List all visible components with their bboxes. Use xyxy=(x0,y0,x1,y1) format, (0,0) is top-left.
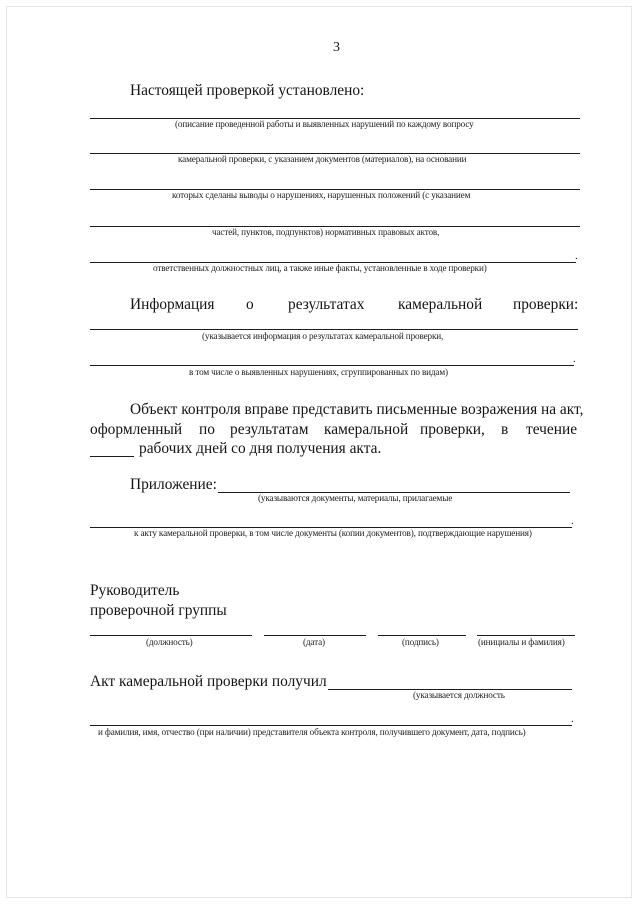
receipt-line-2[interactable] xyxy=(90,725,572,726)
objection-line-3: рабочих дней со дня получения акта. xyxy=(139,440,382,457)
appendix-label: Приложение: xyxy=(130,476,217,493)
signer-role-line-2: проверочной группы xyxy=(90,602,227,619)
objection-word-3: результатам xyxy=(230,421,309,438)
objection-line-1: Объект контроля вправе представить письменные возражения на акт, xyxy=(130,401,584,418)
objection-word-4: камеральной xyxy=(324,421,409,438)
findings-caption-3: которых сделаны выводы о нарушениях, нарушенных положений (с указанием xyxy=(172,190,471,200)
objection-word-2: по xyxy=(199,421,215,438)
objection-word-7: течение xyxy=(526,421,578,438)
appendix-end-mark: . xyxy=(571,515,574,527)
info-caption-2: в том числе о выявленных нарушениях, сгруппированных по видам) xyxy=(189,367,448,377)
objection-word-6: в xyxy=(501,421,509,438)
receipt-label: Акт камеральной проверки получил xyxy=(90,673,327,690)
info-heading-word-2: о xyxy=(246,296,254,313)
position-line[interactable] xyxy=(90,635,252,636)
info-heading-word-4: камеральной xyxy=(398,296,483,313)
findings-caption-1: (описание проведенной работы и выявленных нарушений по каждому вопросу xyxy=(175,119,474,129)
info-heading-word-5: проверки: xyxy=(513,296,579,313)
name-caption: (инициалы и фамилия) xyxy=(478,637,565,647)
findings-heading: Настоящей проверкой установлено: xyxy=(130,82,365,99)
info-heading-word-1: Информация xyxy=(130,296,215,313)
objection-days-blank[interactable] xyxy=(90,456,134,457)
info-heading-word-3: результатах xyxy=(288,296,365,313)
name-line[interactable] xyxy=(477,635,575,636)
receipt-caption-1: (указывается должность xyxy=(413,690,505,700)
appendix-caption-2: к акту камеральной проверки, в том числе документы (копии документов), подтверждающие нарушения) xyxy=(134,528,532,538)
findings-caption-4: частей, пунктов, подпунктов) нормативных правовых актов, xyxy=(212,227,440,237)
info-line-1[interactable] xyxy=(90,329,578,330)
signer-role-line-1: Руководитель xyxy=(90,582,180,599)
appendix-caption-1: (указываются документы, материалы, прилагаемые xyxy=(258,493,453,503)
signature-caption: (подпись) xyxy=(402,637,439,647)
findings-end-mark: . xyxy=(575,250,578,262)
objection-word-5: проверки, xyxy=(420,421,485,438)
info-caption-1: (указывается информация о результатах камеральной проверки, xyxy=(202,331,444,341)
findings-caption-2: камеральной проверки, с указанием документов (материалов), на основании xyxy=(178,154,467,164)
page-number: 3 xyxy=(333,40,340,55)
info-end-mark: . xyxy=(573,353,576,365)
receipt-caption-2: и фамилия, имя, отчество (при наличии) представителя объекта контроля, получившего документ, дата, подпись) xyxy=(98,727,526,737)
date-line[interactable] xyxy=(264,635,366,636)
info-line-2[interactable] xyxy=(90,365,574,366)
objection-word-1: оформленный xyxy=(90,421,183,438)
date-caption: (дата) xyxy=(303,637,325,647)
signature-line[interactable] xyxy=(378,635,466,636)
position-caption: (должность) xyxy=(146,637,193,647)
receipt-end-mark: . xyxy=(571,713,574,725)
findings-caption-5: ответственных должностных лиц, а также иные факты, установленные в ходе проверки) xyxy=(153,263,487,273)
